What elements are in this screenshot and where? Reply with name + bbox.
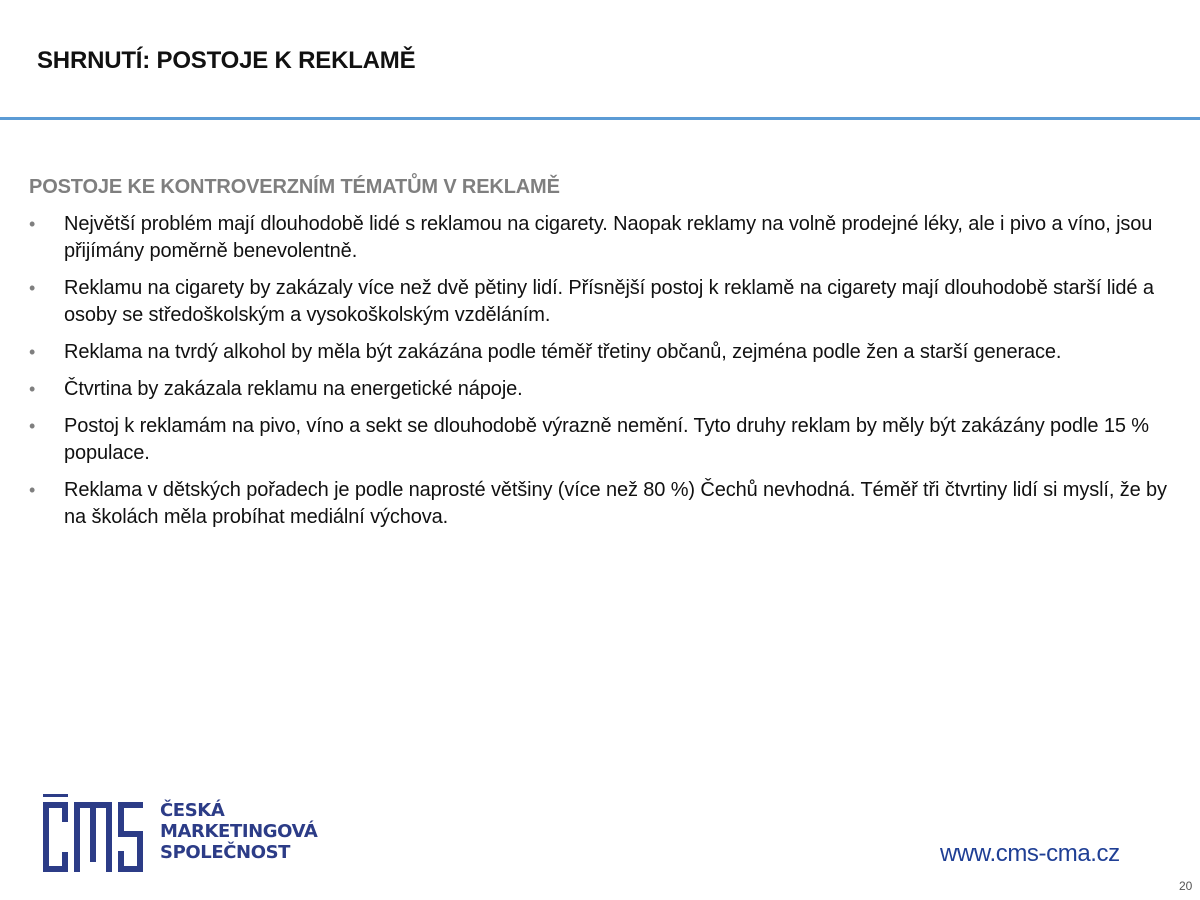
bullet-text: Reklama v dětských pořadech je podle naprosté většiny (více než 80 %) Čechů nevhodná. Téměř tři čtvrtiny lidí si myslí, že by na školách měla probíhat mediální výchova. (64, 479, 1167, 528)
title-divider (0, 117, 1200, 120)
bullet-text: Reklama na tvrdý alkohol by měla být zakázána podle téměř třetiny občanů, zejména podle žen a starší generace. (64, 341, 1062, 363)
website-link[interactable]: www.cms-cma.cz (940, 840, 1120, 867)
bullet-item (29, 339, 1179, 366)
cms-logo-icon (43, 794, 143, 872)
bullet-item (29, 275, 1179, 329)
page-number: 20 (1179, 879, 1193, 893)
bullet-item (29, 211, 1179, 265)
bullet-icon: • (29, 342, 36, 362)
logo-line: MARKETINGOVÁ (160, 821, 318, 842)
section-heading: POSTOJE KE KONTROVERZNÍM TÉMATŮM V REKLAMĚ (29, 176, 560, 198)
bullet-text: Čtvrtina by zakázala reklamu na energetické nápoje. (64, 378, 523, 400)
bullet-text: Postoj k reklamám na pivo, víno a sekt se dlouhodobě výrazně nemění. Tyto druhy reklam by měly být zakázány podle 15 % populace. (64, 415, 1149, 464)
bullet-item (29, 477, 1179, 531)
bullet-text: Reklamu na cigarety by zakázaly více než dvě pětiny lidí. Přísnější postoj k reklamě na cigarety mají dlouhodobě starší lidé a osoby se středoškolským a vysokoškolským vzděláním. (64, 277, 1154, 326)
bullet-item (29, 413, 1179, 467)
logo-line: SPOLEČNOST (160, 842, 291, 863)
slide-title: SHRNUTÍ: POSTOJE K REKLAMĚ (37, 47, 416, 74)
bullet-icon: • (29, 480, 36, 500)
summary-bullet-list (29, 211, 1179, 541)
bullet-icon: • (29, 214, 36, 234)
bullet-icon: • (29, 416, 36, 436)
organization-logo (43, 794, 318, 879)
bullet-item (29, 376, 1179, 403)
bullet-text: Největší problém mají dlouhodobě lidé s reklamou na cigarety. Naopak reklamy na volně prodejné léky, ale i pivo a víno, jsou přijímány poměrně benevolentně. (64, 213, 1153, 262)
logo-line: ČESKÁ (160, 800, 225, 821)
bullet-icon: • (29, 379, 36, 399)
bullet-icon: • (29, 278, 36, 298)
logo-text (160, 800, 320, 863)
